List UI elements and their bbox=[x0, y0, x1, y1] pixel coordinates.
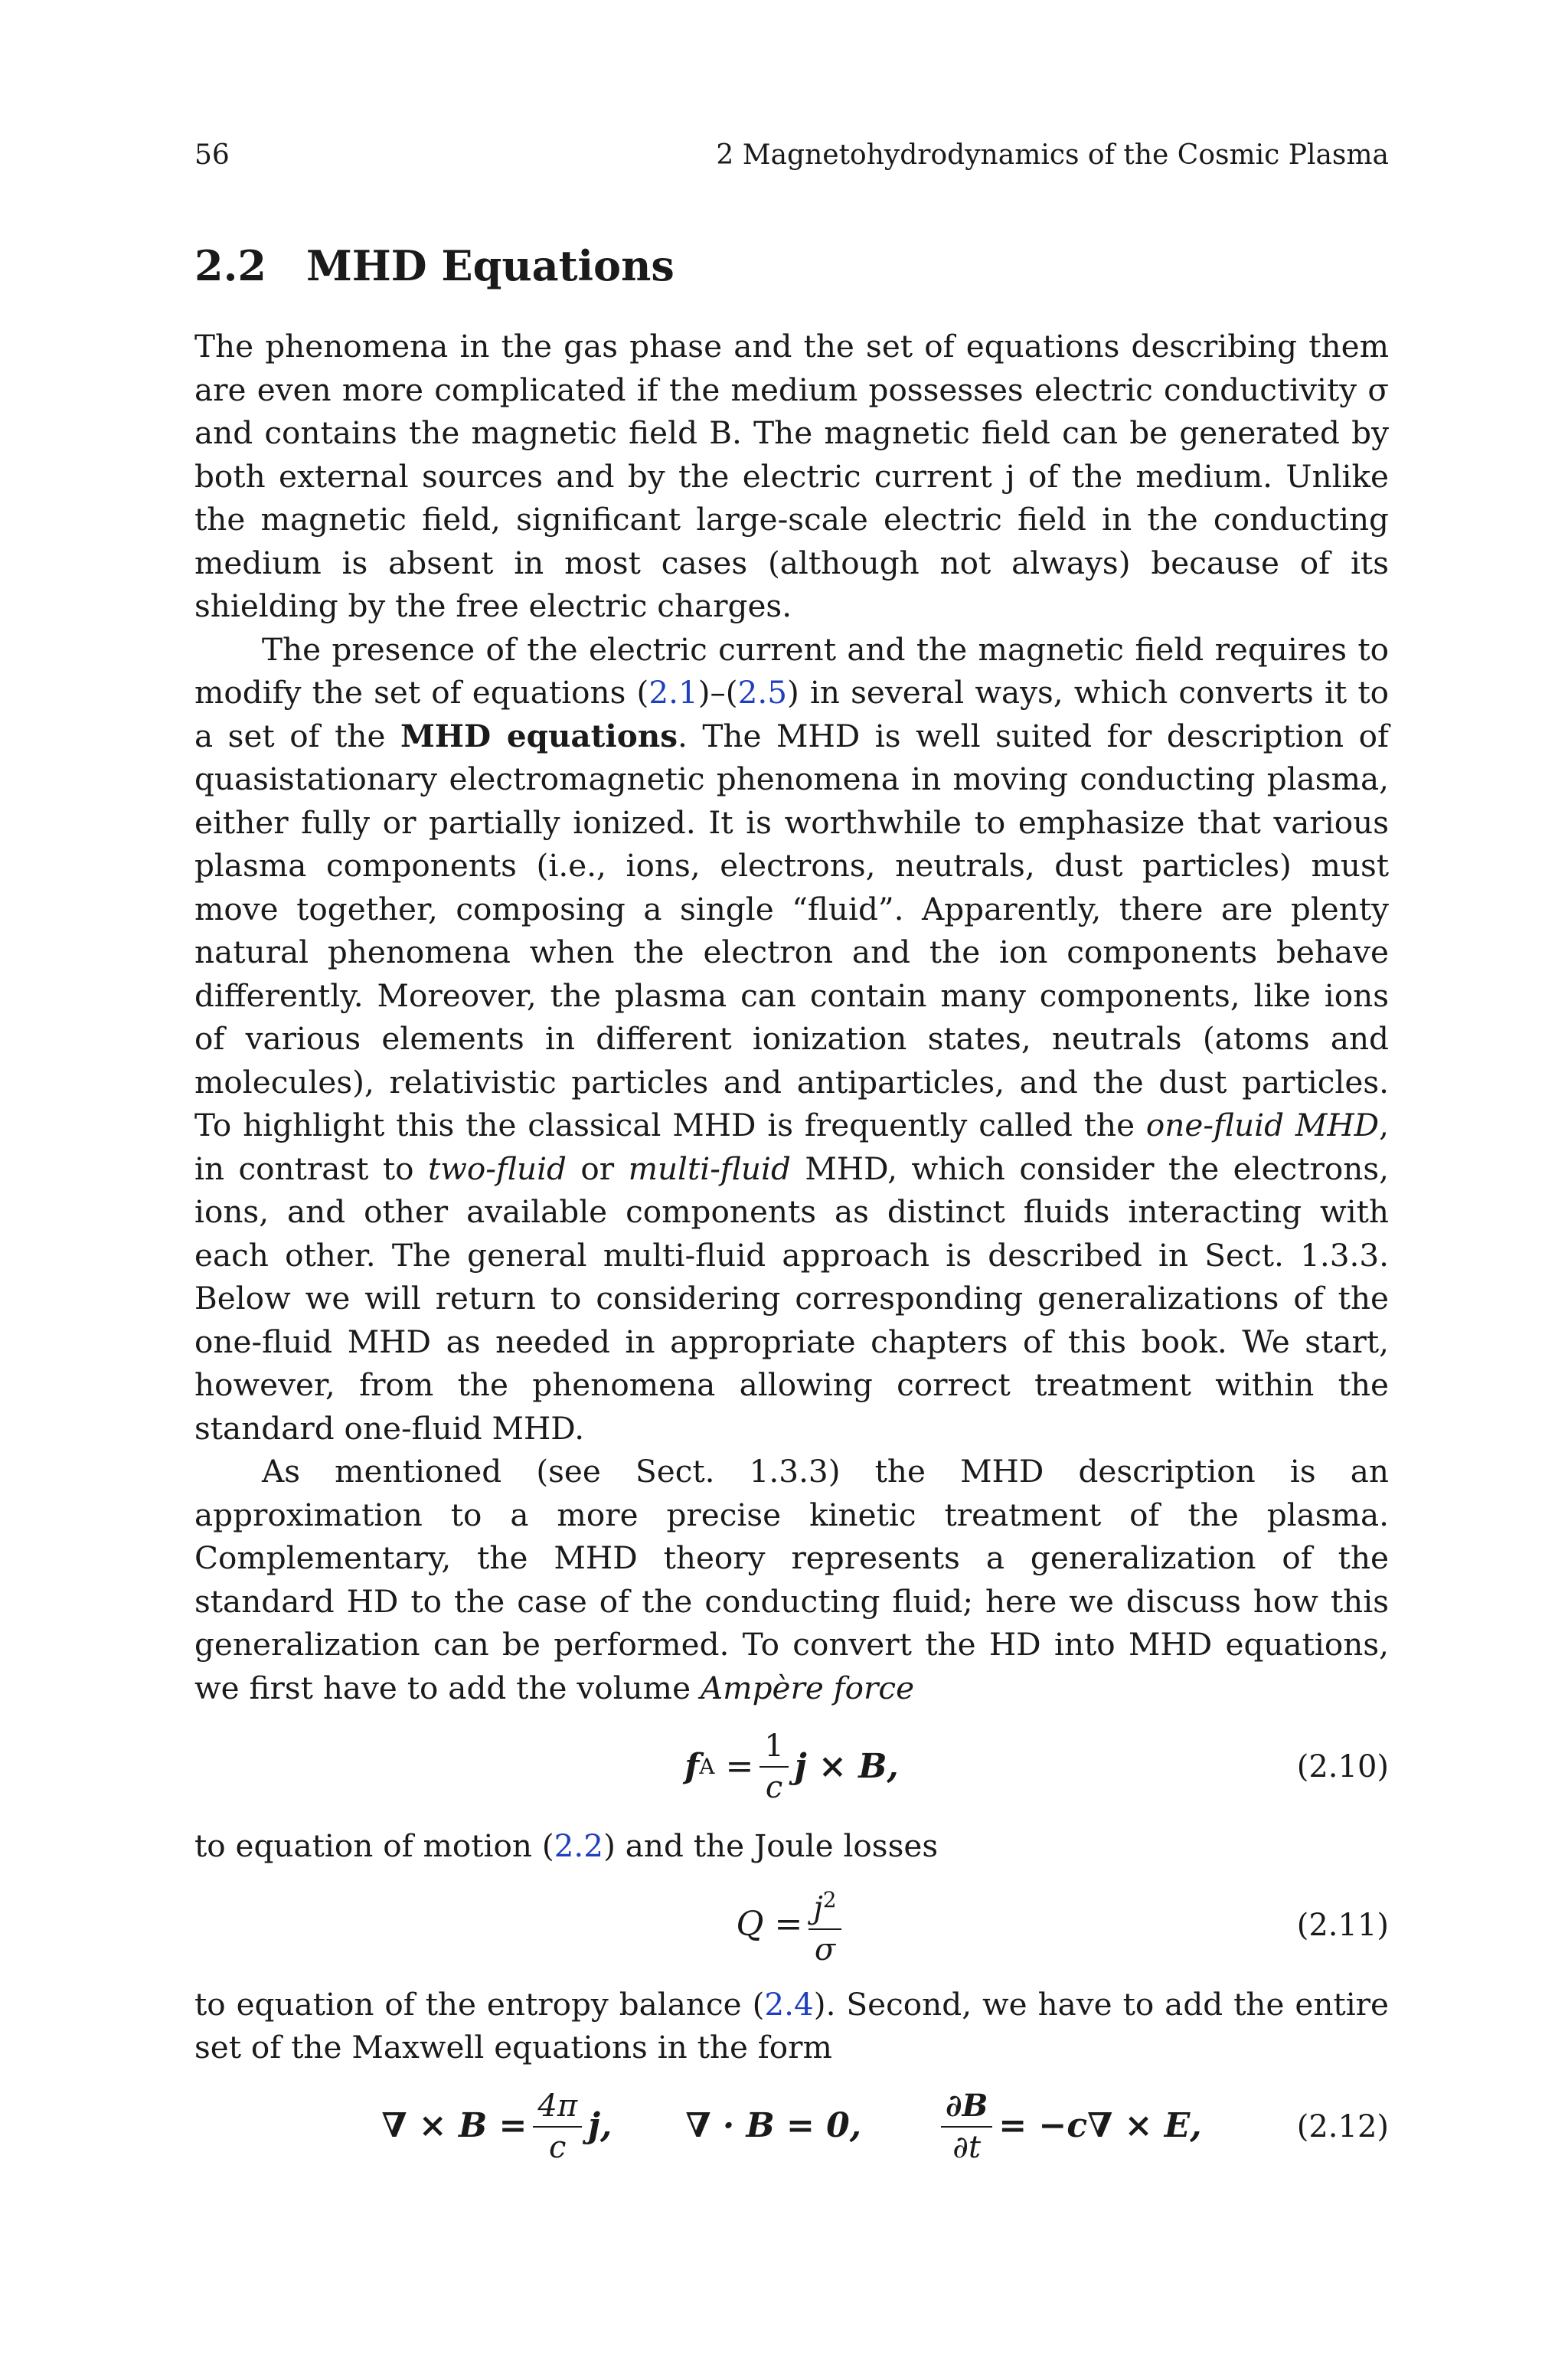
equation-link-2-5[interactable]: 2.5 bbox=[737, 674, 788, 711]
eq-numerator bbox=[808, 1880, 841, 1929]
text-run: MHD, which consider the electrons, ions, and other available components as distinct fluids interacting with each other. The general multi-fluid approach is described in Sect. 1.3.3. Below we will return to considering corresponding generalizations of the one-fluid MHD as needed in appropriate chapters of this book. We start, however, from the phenomena allowing correct treatment within the standard one-fluid MHD. bbox=[194, 1150, 1389, 1447]
body-text bbox=[194, 325, 1389, 2184]
eq-denominator: ∂t bbox=[952, 2129, 982, 2165]
equation-link-2-1[interactable]: 2.1 bbox=[648, 674, 698, 711]
running-header bbox=[194, 136, 1389, 175]
text-run: ) in several ways, which converts it to a set of the bbox=[194, 674, 1389, 754]
italic-term: multi-fluid bbox=[628, 1150, 791, 1187]
eq-numerator: ∂B bbox=[941, 2086, 992, 2128]
eq-lhs: ∇ × B = bbox=[381, 2106, 528, 2146]
text-run: As mentioned (see Sect. 1.3.3) the MHD description is an approximation to a more precise kinetic treatment of the plasma. Complementary, the MHD theory represents a generalization of the standard HD to the case of the conducting fluid; here we discuss how this generalization can be performed. To convert the HD into MHD equations, we first have to add the volume bbox=[194, 1453, 1389, 1706]
eq-numerator: 4π bbox=[533, 2086, 582, 2128]
equation-number: (2.11) bbox=[1296, 1907, 1389, 1943]
section-title: MHD Equations bbox=[306, 241, 675, 290]
eq-subscript: A bbox=[699, 1753, 715, 1779]
eq-fraction bbox=[808, 1880, 841, 1969]
eq-divergence: ∇ · B = 0, bbox=[685, 2106, 862, 2146]
eq-denominator: c bbox=[765, 1770, 783, 1805]
equation-formula bbox=[194, 2069, 1389, 2184]
equation-formula bbox=[194, 1868, 1389, 1983]
eq-denominator: c bbox=[549, 2129, 567, 2165]
paragraph-2 bbox=[194, 628, 1389, 1451]
bold-term: MHD equations bbox=[400, 717, 678, 754]
section-number: 2.2 bbox=[194, 241, 266, 290]
equation-link-2-4[interactable]: 2.4 bbox=[764, 1985, 814, 2023]
equation-2-10 bbox=[194, 1709, 1389, 1824]
text-run: to equation of the entropy balance ( bbox=[194, 1985, 765, 2023]
paragraph-3 bbox=[194, 1450, 1389, 1709]
paragraph-5 bbox=[194, 1983, 1389, 2069]
equation-link-2-2[interactable]: 2.2 bbox=[554, 1827, 604, 1864]
text-run: ) and the Joule losses bbox=[603, 1827, 939, 1864]
page-number: 56 bbox=[194, 139, 230, 171]
eq-operator: = bbox=[725, 1746, 754, 1786]
eq-rhs: = −c∇ × E, bbox=[998, 2106, 1202, 2146]
eq-rhs: j, bbox=[588, 2106, 612, 2146]
eq-numerator-symbol: j bbox=[813, 1890, 823, 1926]
eq-symbol: f bbox=[684, 1746, 700, 1786]
equation-number: (2.12) bbox=[1296, 2108, 1389, 2144]
eq-numerator: 1 bbox=[760, 1726, 788, 1768]
paragraph-1: The phenomena in the gas phase and the set of equations describing them are even more complicated if the medium possesses electric conductivity σ and contains the magnetic field B. The magnetic field can be generated by both external sources and by the electric current j of the medium. Unlike the magnetic field, significant large-scale electric field in the conducting medium is absent in most cases (although not always) because of its shielding by the free electric charges. bbox=[194, 328, 1389, 624]
section-heading bbox=[194, 239, 675, 293]
equation-number: (2.10) bbox=[1296, 1749, 1389, 1784]
paragraph-4 bbox=[194, 1824, 1389, 1868]
text-run: ). Second, we have to add the entire set of the Maxwell equations in the form bbox=[194, 1985, 1389, 2066]
equation-2-11 bbox=[194, 1868, 1389, 1983]
italic-term: one-fluid MHD bbox=[1145, 1107, 1380, 1143]
eq-denominator: σ bbox=[814, 1932, 836, 1967]
text-run: . The MHD is well suited for description of quasistationary electromagnetic phenomena in moving conducting plasma, either fully or partially ionized. It is worthwhile to emphasize that various plasma components (i.e., ions, electrons, neutrals, dust particles) must move together, composing a single “fluid”. Apparently, there are plenty natural phenomena when the electron and the ion components behave differently. Moreover, the plasma can contain many components, like ions of various elements in different ionization states, neutrals (atoms and molecules), relativistic particles and antiparticles, and the dust particles. To highlight this the classical MHD is frequently called the bbox=[194, 717, 1389, 1143]
eq-rhs: j × B, bbox=[794, 1746, 899, 1786]
text-run: )–( bbox=[697, 674, 738, 711]
eq-fraction bbox=[760, 1726, 788, 1807]
text-run: , in contrast to bbox=[194, 1107, 1389, 1187]
equation-2-12 bbox=[194, 2069, 1389, 2184]
italic-term: Ampère force bbox=[700, 1669, 915, 1706]
running-title: 2 Magnetohydrodynamics of the Cosmic Plasma bbox=[716, 139, 1389, 171]
eq-superscript: 2 bbox=[822, 1887, 837, 1913]
italic-term: two-fluid bbox=[427, 1150, 567, 1187]
text-run: to equation of motion ( bbox=[194, 1827, 554, 1864]
eq-fraction bbox=[941, 2086, 992, 2167]
eq-fraction bbox=[533, 2086, 582, 2167]
eq-operator: = bbox=[774, 1905, 803, 1945]
text-run: or bbox=[566, 1150, 629, 1187]
equation-formula bbox=[194, 1709, 1389, 1824]
text-run: The presence of the electric current and the magnetic field requires to modify the set of equations ( bbox=[194, 630, 1389, 711]
eq-symbol: Q bbox=[736, 1905, 764, 1945]
